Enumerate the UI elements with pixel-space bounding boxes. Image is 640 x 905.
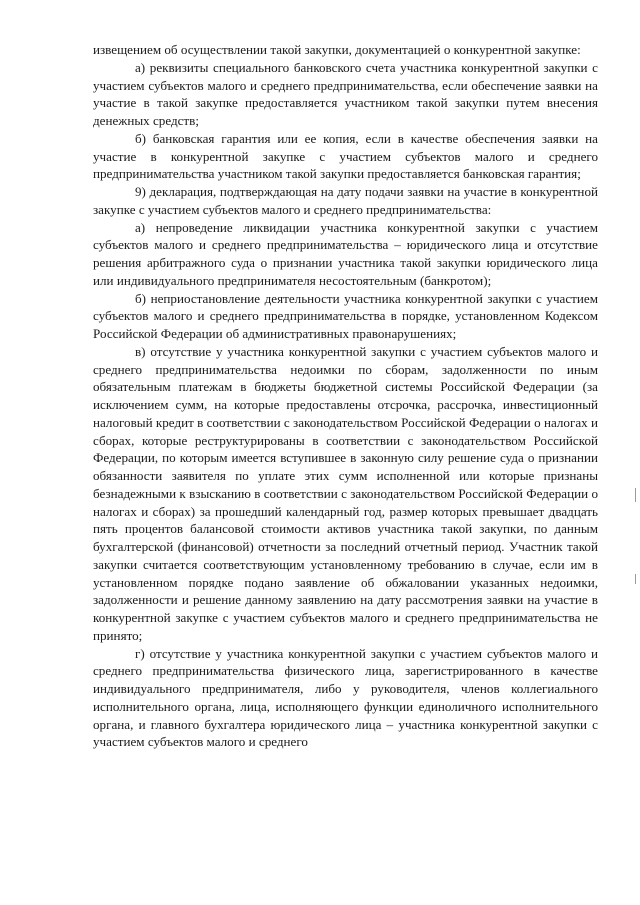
paragraph-item-b-no-suspension: б) неприостановление деятельности участника конкурентной закупки с участием субъектов малого и среднего предпринимательства в порядке, установленном Кодексом Российской Федерации об административных правонарушениях;	[93, 290, 598, 341]
document-body	[93, 41, 598, 751]
scan-edge-mark	[635, 488, 636, 502]
scan-edge-mark	[635, 574, 636, 584]
paragraph-item-a-bank-account: а) реквизиты специального банковского счета участника конкурентной закупки с участием субъектов малого и среднего предпринимательства, если обеспечение заявки на участие в такой закупке предоставляется участником такой закупки путем внесения денежных средств;	[93, 59, 598, 128]
paragraph-item-g-no-criminal-record: г) отсутствие у участника конкурентной закупки с участием субъектов малого и среднего предпринимательства физического лица, зарегистрированного в качестве индивидуального предпринимателя, либо у руководителя, членов коллегиального исполнительного органа, лица, исполняющего функции единоличного исполнительного органа, и главного бухгалтера юридического лица – участника конкурентной закупки с участием субъектов малого и среднего	[93, 645, 598, 750]
paragraph-item-9-declaration: 9) декларация, подтверждающая на дату подачи заявки на участие в конкурентной закупке с участием субъектов малого и среднего предпринимательства:	[93, 184, 598, 217]
paragraph-item-v-no-arrears: в) отсутствие у участника конкурентной закупки с участием субъектов малого и среднего предпринимательства недоимки по сборам, задолженности по иным обязательным платежам в бюджеты бюджетной системы Российской Федерации (за исключением сумм, на которые предоставлены отсрочка, рассрочка, инвестиционный налоговый кредит в соответствии с законодательством Российской Федерации о налогах и сборах, которые реструктурированы в соответствии с законодательством Российской Федерации, по которым имеется вступившее в законную силу решение суда о признании обязанности заявителя по уплате этих сумм исполненной или которые признаны безнадежными к взысканию в соответствии с законодательством Российской Федерации о налогах и сборах) за прошедший календарный год, размер которых превышает двадцать пять процентов балансовой стоимости активов участника такой закупки, по данным бухгалтерской (финансовой) отчетности за последний отчетный период. Участник такой закупки считается соответствующим установленному требованию в случае, если им в установленном порядке подано заявление об обжаловании указанных недоимки, задолженности и решение данному заявлению на дату рассмотрения заявки на участие в конкурентной закупке с участием субъектов малого и среднего предпринимательства не принято;	[93, 343, 598, 643]
paragraph-item-b-bank-guarantee: б) банковская гарантия или ее копия, если в качестве обеспечения заявки на участие в конкурентной закупке с участием субъектов малого и среднего предпринимательства участником такой закупки предоставляется банковская гарантия;	[93, 130, 598, 182]
paragraph-item-a-no-liquidation: а) непроведение ликвидации участника конкурентной закупки с участием субъектов малого и среднего предпринимательства – юридического лица и отсутствие решения арбитражного суда о признании участника такой закупки юридического лица или индивидуального предпринимателя несостоятельным (банкротом);	[93, 219, 598, 288]
paragraph-continuation: извещением об осуществлении такой закупки, документацией о конкурентной закупке:	[93, 42, 581, 57]
